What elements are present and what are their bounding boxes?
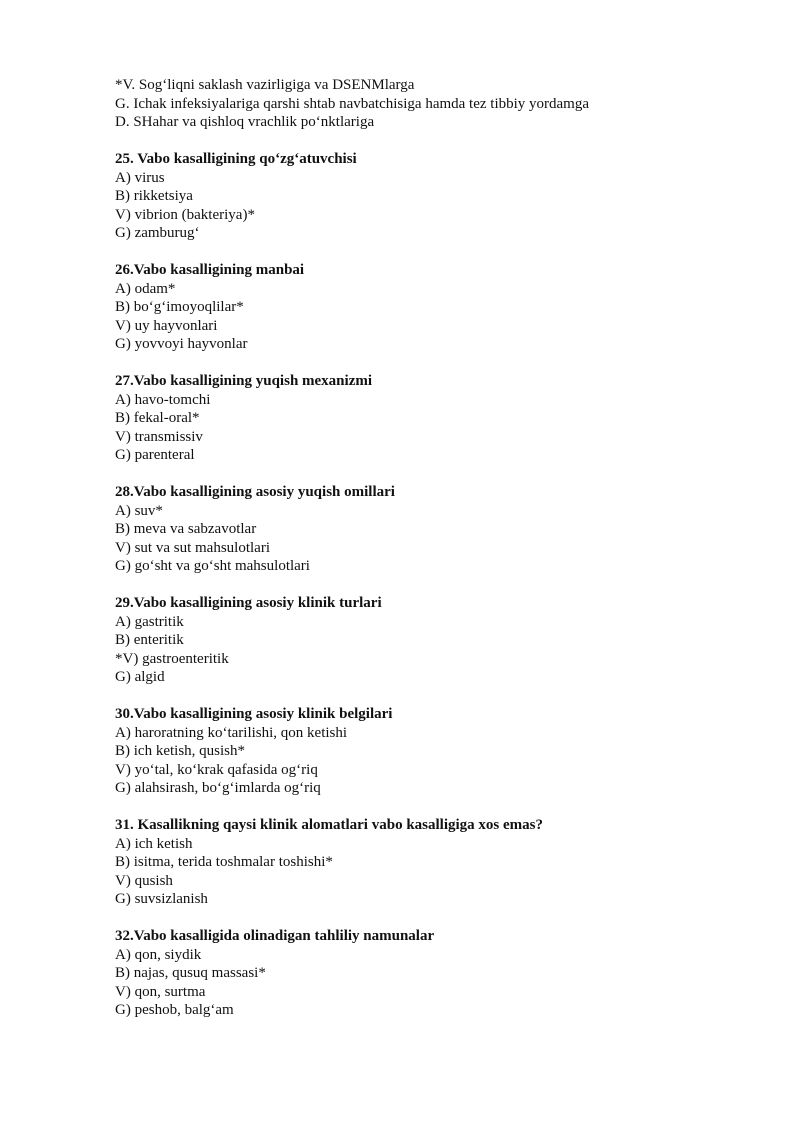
question-title: 27.Vabo kasalligining yuqish mexanizmi: [115, 373, 373, 389]
question-29: [115, 594, 755, 687]
answer-option: A) qon, siydik: [115, 946, 202, 963]
intro-block: [115, 76, 755, 132]
question-32: [115, 927, 755, 1020]
question-title: 29.Vabo kasalligining asosiy klinik turlari: [115, 595, 382, 611]
answer-option: V) sut va sut mahsulotlari: [115, 539, 270, 556]
answer-option: G) go‘sht va go‘sht mahsulotlari: [115, 558, 310, 574]
answer-option: G) zamburug‘: [115, 225, 200, 241]
answer-option: G) alahsirash, bo‘g‘imlarda og‘riq: [115, 780, 321, 796]
answer-option: V) transmissiv: [115, 428, 203, 445]
question-26: [115, 261, 755, 354]
answer-option: *V) gastroenteritik: [115, 650, 229, 667]
answer-option: V) yo‘tal, ko‘krak qafasida og‘riq: [115, 761, 318, 778]
answer-option: V) qusish: [115, 872, 173, 889]
answer-option: V) uy hayvonlari: [115, 317, 218, 334]
answer-option: B) enteritik: [115, 632, 184, 648]
answer-option: B) rikketsiya: [115, 188, 193, 204]
answer-option: A) havo-tomchi: [115, 391, 211, 408]
question-title: 32.Vabo kasalligida olinadigan tahliliy namunalar: [115, 928, 435, 944]
answer-option: B) najas, qusuq massasi*: [115, 965, 266, 981]
answer-option: G) parenteral: [115, 447, 195, 463]
question-30: [115, 705, 755, 798]
answer-option: B) fekal-oral*: [115, 410, 200, 426]
answer-option: B) meva va sabzavotlar: [115, 521, 257, 537]
answer-option: G) yovvoyi hayvonlar: [115, 336, 248, 352]
question-title: 25. Vabo kasalligining qo‘zg‘atuvchisi: [115, 151, 357, 167]
question-title: 31. Kasallikning qaysi klinik alomatlari vabo kasalligiga xos emas?: [115, 817, 543, 833]
answer-option: A) ich ketish: [115, 835, 193, 852]
question-28: [115, 483, 755, 576]
question-title: 26.Vabo kasalligining manbai: [115, 262, 305, 278]
answer-option: A) virus: [115, 169, 165, 186]
question-25: [115, 150, 755, 243]
answer-option: G) algid: [115, 669, 165, 685]
answer-option: V) vibrion (bakteriya)*: [115, 206, 255, 223]
answer-option: A) haroratning ko‘tarilishi, qon ketishi: [115, 724, 348, 741]
question-title: 28.Vabo kasalligining asosiy yuqish omillari: [115, 484, 395, 500]
document-page: [115, 76, 755, 1020]
answer-option: B) ich ketish, qusish*: [115, 743, 245, 759]
answer-option: B) bo‘g‘imoyoqlilar*: [115, 299, 244, 315]
intro-line: D. SHahar va qishloq vrachlik po‘nktlariga: [115, 114, 375, 130]
question-31: [115, 816, 755, 909]
answer-option: G) peshob, balg‘am: [115, 1002, 234, 1018]
answer-option: V) qon, surtma: [115, 983, 206, 1000]
intro-line: G. Ichak infeksiyalariga qarshi shtab navbatchisiga hamda tez tibbiy yordamga: [115, 95, 590, 112]
answer-option: B) isitma, terida toshmalar toshishi*: [115, 854, 333, 870]
answer-option: A) odam*: [115, 280, 176, 297]
answer-option: G) suvsizlanish: [115, 891, 208, 907]
question-title: 30.Vabo kasalligining asosiy klinik belgilari: [115, 706, 393, 722]
answer-option: A) suv*: [115, 502, 163, 519]
intro-line: *V. Sog‘liqni saklash vazirligiga va DSENMlarga: [115, 77, 415, 93]
answer-option: A) gastritik: [115, 613, 184, 630]
question-27: [115, 372, 755, 465]
